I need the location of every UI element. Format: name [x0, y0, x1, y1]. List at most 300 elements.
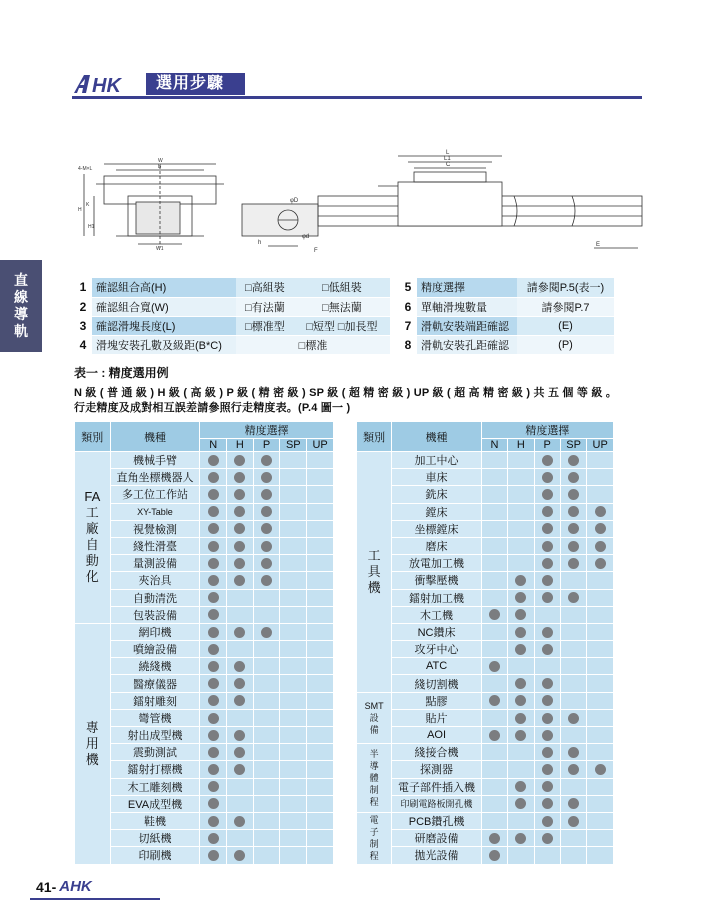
precision-cell: [227, 658, 254, 675]
table-row: [75, 847, 334, 864]
precision-cell: [508, 744, 534, 761]
drawing-label: K: [86, 202, 90, 208]
precision-cell: [227, 606, 254, 623]
step-option[interactable]: □有法蘭: [236, 297, 294, 316]
dot-icon: [515, 592, 526, 603]
step-label: 精度選擇: [417, 278, 517, 297]
header-category: 類別: [75, 422, 111, 452]
dot-icon: [515, 781, 526, 792]
precision-cell: [481, 812, 507, 829]
precision-cell: [481, 452, 507, 469]
dot-icon: [515, 695, 526, 706]
precision-cell: [307, 537, 334, 554]
precision-cell: [200, 555, 227, 572]
category-cell: [75, 452, 111, 624]
precision-cell: [200, 589, 227, 606]
header-machine: 機種: [110, 422, 200, 452]
precision-cell: [227, 623, 254, 640]
precision-cell: [227, 830, 254, 847]
footer-brand: AHK: [59, 878, 92, 895]
step-row: [74, 335, 390, 354]
machine-name: 貼片: [392, 709, 481, 726]
table-row: [75, 692, 334, 709]
precision-cell: [253, 641, 280, 658]
precision-cell: [560, 692, 587, 709]
precision-cell: [253, 572, 280, 589]
dot-icon: [208, 764, 219, 775]
dot-icon: [261, 558, 272, 569]
step-number: 5: [399, 278, 417, 297]
precision-cell: [534, 727, 560, 744]
table-row: [75, 452, 334, 469]
precision-cell: [253, 469, 280, 486]
precision-cell: [481, 675, 507, 692]
header-grade: SP: [560, 439, 587, 452]
precision-cell: [307, 555, 334, 572]
dot-icon: [261, 489, 272, 500]
table-row: [75, 812, 334, 829]
precision-cell: [307, 606, 334, 623]
precision-cell: [560, 744, 587, 761]
category-char: 子: [369, 827, 379, 838]
machine-name: 彎管機: [110, 709, 200, 726]
dot-icon: [208, 455, 219, 466]
precision-cell: [534, 675, 560, 692]
drawing-label: E: [596, 242, 601, 248]
precision-cell: [534, 623, 560, 640]
machine-name: 鐳射雕刻: [110, 692, 200, 709]
precision-cell: [560, 537, 587, 554]
precision-cell: [307, 572, 334, 589]
dot-icon: [595, 523, 606, 534]
table-row: [357, 727, 614, 744]
precision-cell: [227, 537, 254, 554]
precision-cell: [587, 692, 614, 709]
precision-cell: [307, 795, 334, 812]
precision-cell: [280, 830, 307, 847]
precision-cell: [200, 830, 227, 847]
machine-name: 鏜床: [392, 503, 481, 520]
precision-cell: [508, 709, 534, 726]
table-row: [75, 727, 334, 744]
dot-icon: [595, 558, 606, 569]
table-row: [75, 795, 334, 812]
dot-icon: [515, 713, 526, 724]
precision-cell: [307, 744, 334, 761]
machine-name: 鐳射加工機: [392, 589, 481, 606]
precision-cell: [227, 469, 254, 486]
precision-cell: [481, 847, 507, 864]
precision-cell: [280, 675, 307, 692]
category-char: 半: [369, 749, 379, 760]
category-char: 機: [367, 579, 381, 595]
precision-cell: [481, 606, 507, 623]
precision-cell: [481, 555, 507, 572]
page-title: 選用步驟: [146, 73, 245, 95]
precision-cell: [253, 520, 280, 537]
header-grade: P: [534, 439, 560, 452]
machine-name: PCB鑽孔機: [392, 812, 481, 829]
precision-cell: [481, 744, 507, 761]
precision-cell: [227, 641, 254, 658]
precision-cell: [280, 641, 307, 658]
dot-icon: [542, 798, 553, 809]
ahk-logo-icon: [72, 73, 142, 95]
precision-cell: [253, 778, 280, 795]
table-body: [75, 452, 334, 865]
precision-cell: [253, 830, 280, 847]
table-row: [75, 675, 334, 692]
precision-cell: [280, 847, 307, 864]
precision-cell: [280, 503, 307, 520]
table-row: [357, 830, 614, 847]
step-row: [74, 278, 390, 297]
precision-cell: [508, 778, 534, 795]
precision-cell: [534, 452, 560, 469]
precision-cell: [587, 537, 614, 554]
precision-cell: [508, 452, 534, 469]
brand-logo: [72, 72, 144, 96]
precision-cell: [508, 761, 534, 778]
step-option: (P): [517, 335, 614, 354]
machine-name: 拋光設備: [392, 847, 481, 864]
side-tab-char: 線: [14, 289, 28, 305]
precision-cell: [200, 641, 227, 658]
precision-cell: [253, 606, 280, 623]
dot-icon: [542, 558, 553, 569]
step-label: 滑軌安裝端距確認: [417, 316, 517, 335]
dot-icon: [261, 541, 272, 552]
header-grade: UP: [307, 439, 334, 452]
dot-icon: [542, 816, 553, 827]
dot-icon: [542, 472, 553, 483]
precision-cell: [307, 520, 334, 537]
table-row: [357, 520, 614, 537]
machine-name: NC鑽床: [392, 623, 481, 640]
dot-icon: [208, 833, 219, 844]
dot-icon: [234, 455, 245, 466]
precision-cell: [200, 847, 227, 864]
machine-name: 量測設備: [110, 555, 200, 572]
step-option[interactable]: □無法蘭: [294, 297, 390, 316]
machine-name: 醫療儀器: [110, 675, 200, 692]
precision-cell: [481, 761, 507, 778]
drawing-label: L: [446, 150, 450, 156]
machine-name: 切紙機: [110, 830, 200, 847]
precision-cell: [560, 641, 587, 658]
table-row: [357, 555, 614, 572]
precision-cell: [280, 589, 307, 606]
dot-icon: [261, 506, 272, 517]
precision-cell: [508, 555, 534, 572]
precision-cell: [587, 658, 614, 675]
category-char: 工: [367, 547, 381, 563]
dot-icon: [234, 472, 245, 483]
precision-cell: [481, 486, 507, 503]
precision-cell: [560, 606, 587, 623]
precision-cell: [200, 469, 227, 486]
table-row: [357, 778, 614, 795]
machine-name: 印刷電路板開孔機: [392, 795, 481, 812]
machine-name: 放電加工機: [392, 555, 481, 572]
machine-name: 衝擊壓機: [392, 572, 481, 589]
precision-cell: [307, 761, 334, 778]
dot-icon: [234, 558, 245, 569]
steps-left-table: [74, 278, 390, 355]
step-row: [74, 297, 390, 316]
precision-cell: [587, 469, 614, 486]
step-number: 4: [74, 335, 92, 354]
dot-icon: [208, 644, 219, 655]
precision-cell: [227, 812, 254, 829]
dot-icon: [515, 609, 526, 620]
precision-cell: [560, 761, 587, 778]
table-row: [357, 486, 614, 503]
precision-cell: [587, 709, 614, 726]
precision-cell: [307, 486, 334, 503]
precision-cell: [227, 692, 254, 709]
precision-cell: [253, 452, 280, 469]
precision-cell: [307, 709, 334, 726]
dot-icon: [208, 661, 219, 672]
dot-icon: [234, 695, 245, 706]
dot-icon: [208, 730, 219, 741]
machine-name: 木工雕刻機: [110, 778, 200, 795]
dot-icon: [208, 798, 219, 809]
title-rule: [72, 96, 642, 99]
header-machine: 機種: [392, 422, 481, 452]
precision-cell: [534, 778, 560, 795]
header-precision: 精度選擇: [481, 422, 613, 439]
category-char: 用: [85, 735, 99, 751]
table-row: [75, 469, 334, 486]
dot-icon: [234, 678, 245, 689]
dot-icon: [208, 541, 219, 552]
precision-cell: [587, 744, 614, 761]
dot-icon: [568, 747, 579, 758]
precision-cell: [587, 812, 614, 829]
dot-icon: [208, 489, 219, 500]
precision-cell: [481, 589, 507, 606]
precision-cell: [508, 727, 534, 744]
dot-icon: [542, 747, 553, 758]
dot-icon: [515, 730, 526, 741]
header-grade: N: [200, 439, 227, 452]
dot-icon: [261, 523, 272, 534]
dot-icon: [515, 644, 526, 655]
precision-cell: [280, 606, 307, 623]
precision-cell: [280, 623, 307, 640]
precision-cell: [200, 727, 227, 744]
machine-name: 綫性滑臺: [110, 537, 200, 554]
precision-cell: [280, 709, 307, 726]
drawing-label: W: [158, 158, 163, 164]
precision-cell: [560, 623, 587, 640]
dot-icon: [234, 627, 245, 638]
precision-cell: [534, 847, 560, 864]
precision-cell: [534, 658, 560, 675]
dot-icon: [515, 678, 526, 689]
dot-icon: [568, 816, 579, 827]
machine-name: 研磨設備: [392, 830, 481, 847]
step-number: 2: [74, 297, 92, 316]
table-row: [75, 555, 334, 572]
category-char: 程: [369, 851, 379, 862]
step-row: [399, 316, 614, 335]
table-row: [75, 486, 334, 503]
precision-cell: [534, 555, 560, 572]
dot-icon: [515, 833, 526, 844]
step-option[interactable]: □標准型: [236, 316, 294, 335]
precision-cell: [481, 503, 507, 520]
precision-cell: [534, 812, 560, 829]
machine-name: 機械手臂: [110, 452, 200, 469]
precision-cell: [280, 761, 307, 778]
precision-cell: [307, 658, 334, 675]
precision-cell: [560, 572, 587, 589]
precision-cell: [227, 727, 254, 744]
table-row: [75, 537, 334, 554]
dot-icon: [542, 592, 553, 603]
dot-icon: [542, 678, 553, 689]
dot-icon: [489, 850, 500, 861]
machine-name: 網印機: [110, 623, 200, 640]
table-row: [357, 537, 614, 554]
table-row: [75, 709, 334, 726]
precision-cell: [560, 778, 587, 795]
precision-cell: [587, 727, 614, 744]
precision-cell: [508, 606, 534, 623]
precision-cell: [307, 778, 334, 795]
dot-icon: [489, 661, 500, 672]
precision-cell: [560, 520, 587, 537]
precision-cell: [200, 675, 227, 692]
machine-name: 加工中心: [392, 452, 481, 469]
category-cell: [357, 812, 392, 864]
precision-cell: [200, 812, 227, 829]
precision-cell: [560, 469, 587, 486]
dot-icon: [489, 695, 500, 706]
machine-name: AOI: [392, 727, 481, 744]
precision-cell: [253, 486, 280, 503]
header-row: [357, 422, 614, 439]
precision-cell: [481, 469, 507, 486]
table-row: [357, 709, 614, 726]
step-number: 6: [399, 297, 417, 316]
machine-name: 視覺檢測: [110, 520, 200, 537]
category-char: 備: [369, 724, 379, 735]
precision-cell: [280, 658, 307, 675]
precision-cell: [280, 520, 307, 537]
dot-icon: [208, 695, 219, 706]
step-option[interactable]: □低組裝: [294, 278, 390, 297]
side-tab-char: 導: [14, 306, 28, 322]
table-row: [357, 761, 614, 778]
dot-icon: [542, 781, 553, 792]
machine-name: 射出成型機: [110, 727, 200, 744]
table-body: [357, 452, 614, 865]
dot-icon: [234, 747, 245, 758]
step-option: 請參閱P.5(表一): [517, 278, 614, 297]
precision-cell: [200, 778, 227, 795]
category-char: 制: [369, 839, 379, 850]
precision-cell: [534, 692, 560, 709]
precision-cell: [227, 675, 254, 692]
dot-icon: [568, 592, 579, 603]
dot-icon: [234, 506, 245, 517]
header-grade: SP: [280, 439, 307, 452]
precision-cell: [200, 537, 227, 554]
machine-name: 自動清洗: [110, 589, 200, 606]
svg-text:HK: HK: [92, 75, 121, 95]
precision-cell: [481, 692, 507, 709]
table-row: [357, 572, 614, 589]
header-grade: P: [253, 439, 280, 452]
precision-cell: [560, 503, 587, 520]
precision-cell: [253, 744, 280, 761]
precision-cell: [534, 503, 560, 520]
category-char: 化: [85, 569, 99, 585]
machine-name: 包裝設備: [110, 606, 200, 623]
dot-icon: [542, 627, 553, 638]
dot-icon: [568, 523, 579, 534]
dot-icon: [595, 506, 606, 517]
step-row: [399, 335, 614, 354]
machine-name: 噴繪設備: [110, 641, 200, 658]
precision-cell: [307, 812, 334, 829]
precision-cell: [481, 795, 507, 812]
precision-cell: [508, 486, 534, 503]
step-option[interactable]: □短型 □加長型: [294, 316, 390, 335]
step-row: [74, 316, 390, 335]
step-number: 3: [74, 316, 92, 335]
precision-cell: [307, 675, 334, 692]
precision-cell: [508, 520, 534, 537]
precision-cell: [253, 761, 280, 778]
precision-cell: [227, 520, 254, 537]
dot-icon: [542, 506, 553, 517]
precision-cell: [227, 847, 254, 864]
precision-cell: [253, 795, 280, 812]
step-option[interactable]: □高組裝: [236, 278, 294, 297]
precision-cell: [307, 452, 334, 469]
precision-cell: [534, 572, 560, 589]
dot-icon: [261, 472, 272, 483]
step-option[interactable]: □標准: [236, 335, 390, 354]
precision-cell: [200, 572, 227, 589]
dot-icon: [208, 816, 219, 827]
precision-cell: [200, 520, 227, 537]
dot-icon: [261, 455, 272, 466]
table-row: [357, 692, 614, 709]
precision-cell: [280, 812, 307, 829]
dot-icon: [568, 506, 579, 517]
precision-cell: [534, 795, 560, 812]
drawing-label: H1: [88, 224, 95, 230]
machine-name: 探測器: [392, 761, 481, 778]
step-row: [399, 297, 614, 316]
precision-cell: [534, 486, 560, 503]
dot-icon: [595, 764, 606, 775]
category-char: 體: [369, 773, 379, 784]
table-row: [75, 830, 334, 847]
dot-icon: [208, 713, 219, 724]
precision-cell: [587, 795, 614, 812]
precision-cell: [534, 520, 560, 537]
table-row: [75, 589, 334, 606]
dot-icon: [234, 730, 245, 741]
step-label: 滑塊安裝孔數及級距(B*C): [92, 335, 236, 354]
